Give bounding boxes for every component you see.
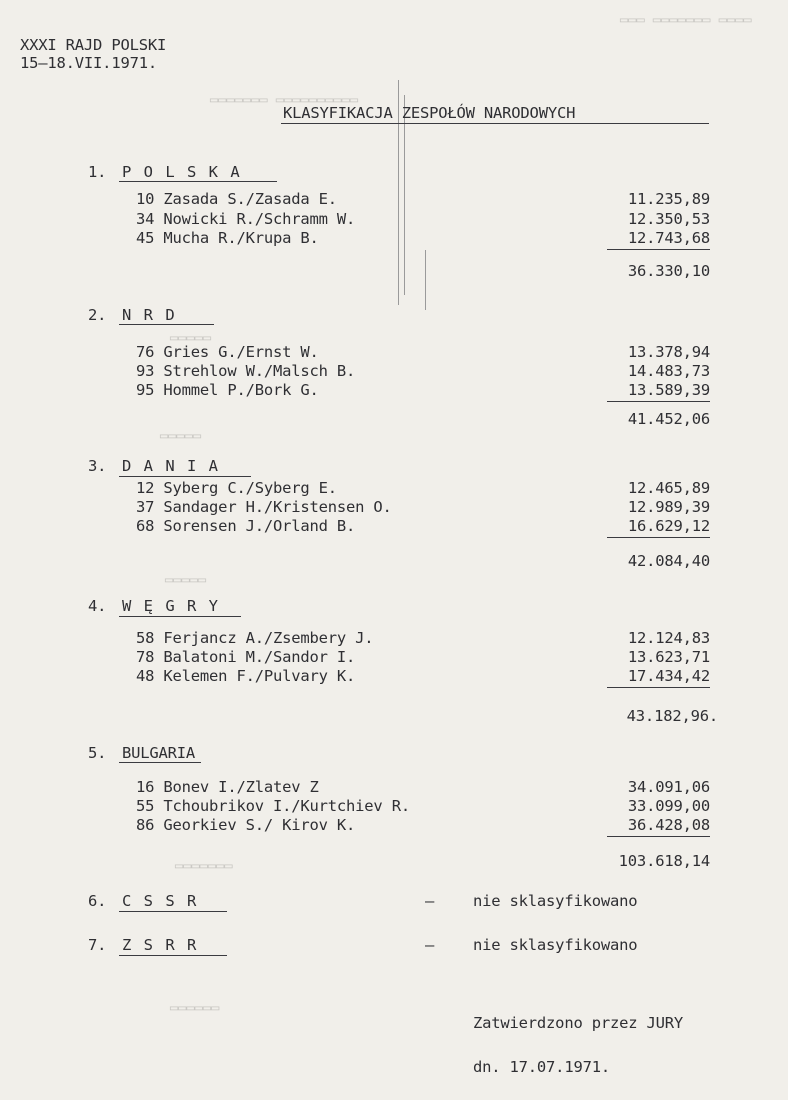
approval-date: dn. 17.07.1971.: [473, 1058, 610, 1076]
team-country: P O L S K A: [122, 163, 242, 181]
team-country: N R D: [122, 306, 177, 324]
crew-time: 12.350,53: [627, 210, 710, 228]
team-place: 5.: [88, 744, 107, 762]
crew-time: 13.623,71: [627, 648, 710, 666]
page-title: KLASYFIKACJA ZESPOŁÓW NARODOWYCH: [283, 104, 576, 122]
crew-time: 36.428,08: [627, 816, 710, 834]
event-dates: 15–18.VII.1971.: [20, 54, 157, 72]
title-underline: [281, 123, 709, 124]
crew-name: 16 Bonev I./Zlatev Z: [136, 778, 319, 796]
team-place: 2.: [88, 306, 107, 324]
team-country: BULGARIA: [122, 744, 196, 762]
crew-name: 78 Balatoni M./Sandor I.: [136, 648, 356, 666]
team-place: 1.: [88, 163, 107, 181]
team-total: 43.182,96.: [626, 707, 718, 725]
team-total: 41.452,06: [627, 410, 710, 428]
status-note: nie sklasyfikowano: [473, 892, 638, 910]
crew-time: 12.124,83: [627, 629, 710, 647]
team-total: 103.618,14: [618, 852, 710, 870]
crew-name: 34 Nowicki R./Schramm W.: [136, 210, 356, 228]
team-place: 6.: [88, 892, 107, 910]
crew-name: 58 Ferjancz A./Zsembery J.: [136, 629, 374, 647]
crew-time: 13.589,39: [627, 381, 710, 399]
team-country: C S S R: [122, 892, 198, 910]
crew-name: 55 Tchoubrikov I./Kurtchiev R.: [136, 797, 410, 815]
crew-name: 45 Mucha R./Krupa B.: [136, 229, 319, 247]
team-total: 42.084,40: [627, 552, 710, 570]
crew-time: 12.743,68: [627, 229, 710, 247]
dash: –: [425, 936, 435, 954]
crew-time: 34.091,06: [627, 778, 710, 796]
crew-name: 95 Hommel P./Bork G.: [136, 381, 319, 399]
status-note: nie sklasyfikowano: [473, 936, 638, 954]
crew-time: 16.629,12: [627, 517, 710, 535]
dash: –: [425, 892, 435, 910]
event-title: XXXI RAJD POLSKI: [20, 36, 167, 54]
crew-time: 13.378,94: [627, 343, 710, 361]
crew-name: 48 Kelemen F./Pulvary K.: [136, 667, 356, 685]
crew-time: 14.483,73: [627, 362, 710, 380]
team-place: 4.: [88, 597, 107, 615]
team-country: D A N I A: [122, 457, 220, 475]
crew-time: 12.989,39: [627, 498, 710, 516]
team-total: 36.330,10: [627, 262, 710, 280]
crew-name: 93 Strehlow W./Malsch B.: [136, 362, 356, 380]
team-place: 3.: [88, 457, 107, 475]
crew-name: 76 Gries G./Ernst W.: [136, 343, 319, 361]
crew-name: 10 Zasada S./Zasada E.: [136, 190, 337, 208]
crew-name: 68 Sorensen J./Orland B.: [136, 517, 356, 535]
team-place: 7.: [88, 936, 107, 954]
crew-name: 12 Syberg C./Syberg E.: [136, 479, 337, 497]
crew-time: 12.465,89: [627, 479, 710, 497]
crew-name: 37 Sandager H./Kristensen O.: [136, 498, 392, 516]
crew-time: 17.434,42: [627, 667, 710, 685]
team-country: W Ę G R Y: [122, 597, 220, 615]
approval-text: Zatwierdzono przez JURY: [473, 1014, 684, 1032]
crew-name: 86 Georkiev S./ Kirov K.: [136, 816, 356, 834]
crew-time: 11.235,89: [627, 190, 710, 208]
team-country: Z S R R: [122, 936, 198, 954]
crew-time: 33.099,00: [627, 797, 710, 815]
